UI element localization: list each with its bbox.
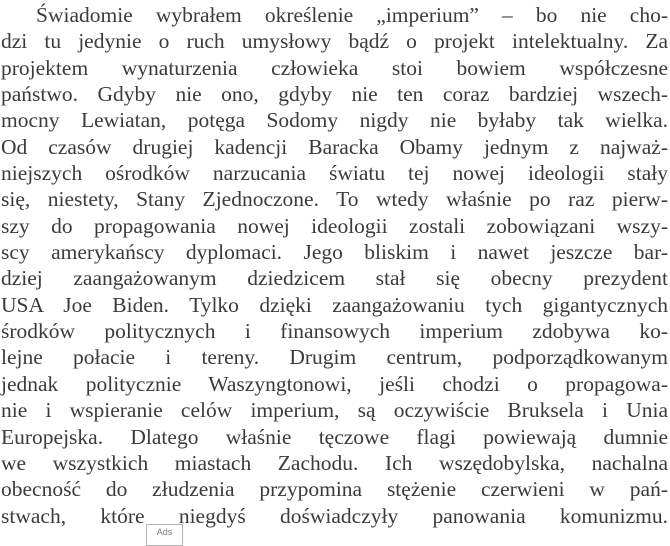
text-line: Europejska. Dlatego właśnie tęczowe flagi powiewają dumnie <box>1 424 668 449</box>
text-line: dziej zaangażowanym dziedzicem stał się obecny prezydent <box>1 266 668 291</box>
text-line: we wszystkich miastach Zachodu. Ich wszędobylska, nachalna <box>1 450 668 475</box>
text-line: państwo. Gdyby nie ono, gdyby nie ten coraz bardziej wszech- <box>1 82 668 107</box>
text-line: Od czasów drugiej kadencji Baracka Obamy jednym z najważ- <box>1 134 668 159</box>
text-line: stwach, które niegdyś doświadczyły panowania komunizmu. <box>1 503 668 528</box>
text-line: niejszych ośrodków narzucania światu tej nowej ideologii stały <box>1 161 668 186</box>
text-line: nie i wspieranie celów imperium, są oczywiście Bruksela i Unia <box>1 398 668 423</box>
text-line: mocny Lewiatan, potęga Sodomy nigdy nie byłaby tak wielka. <box>1 108 668 133</box>
text-line: szy do propagowania nowej ideologii zostali zobowiązani wszy- <box>1 213 668 238</box>
text-line: lejne połacie i tereny. Drugim centrum, podporządkowanym <box>1 345 668 370</box>
text-line: obecność do złudzenia przypomina stężenie czerwieni w pań- <box>1 477 668 502</box>
ads-badge[interactable]: Ads <box>146 524 183 546</box>
text-line: projektem wynaturzenia człowieka stoi bowiem współczesne <box>1 55 668 80</box>
text-line: Świadomie wybrałem określenie „imperium” – bo nie cho- <box>36 3 668 27</box>
text-line: się, niestety, Stany Zjednoczone. To wtedy właśnie po raz pierw- <box>1 187 668 212</box>
text-line: jednak politycznie Waszyngtonowi, jeśli chodzi o propagowa- <box>1 371 668 396</box>
text-line: środków politycznych i finansowych imperium zdobywa ko- <box>1 319 668 344</box>
text-line: dzi tu jedynie o ruch umysłowy bądź o projekt intelektualny. Za <box>1 29 668 54</box>
text-line: USA Joe Biden. Tylko dzięki zaangażowaniu tych gigantycznych <box>1 292 668 317</box>
text-line: scy amerykańscy dyplomaci. Jego bliskim i nawet jeszcze bar- <box>1 240 668 265</box>
